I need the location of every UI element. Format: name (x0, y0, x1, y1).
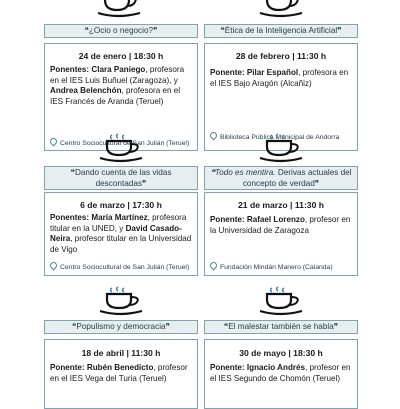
event-date: 18 de abril | 11:30 h (81, 348, 161, 358)
event-card (204, 192, 358, 276)
event-date: 30 de mayo | 18:30 h (239, 348, 323, 358)
event-location: Biblioteca Pública Municipal de Andorra (210, 132, 355, 141)
event-card (204, 339, 358, 409)
event-title: ❝Ética de la Inteligencia Artificial❞ (204, 24, 358, 38)
coffee-cup-icon (258, 286, 304, 316)
event-title: ❝Populismo y democracia❞ (44, 320, 198, 334)
location-pin-icon (210, 132, 218, 140)
coffee-cup-icon (258, 133, 304, 163)
event-speakers: Ponente: Ignacio Andrés, profesor en el IES Segundo de Chomón (Teruel) (210, 363, 351, 383)
event-location: Centro Sociocultural de San Julián (Teruel) (50, 138, 195, 147)
event-card (44, 192, 198, 276)
event-date: 28 de febrero | 11:30 h (235, 51, 327, 61)
location-pin-icon (50, 262, 58, 270)
event-location: Centro Sociocultural de San Julián (Teruel) (50, 262, 195, 271)
coffee-cup-icon (98, 286, 144, 316)
coffee-cup-icon (258, 0, 304, 18)
event-speakers: Ponentes: Clara Paniego, profesora en el IES Luis Buñuel (Zaragoza), y Andrea Belenchón, profesora en el IES Francés de Aranda (Teruel) (50, 65, 185, 106)
event-title: ❝Dando cuenta de las vidas descontadas❞ (44, 166, 198, 190)
event-title: ❝¿Ocio o negocio?❞ (44, 24, 198, 38)
event-speakers: Ponente: Rubén Benedicto, profesor en el IES Vega del Turia (Teruel) (50, 363, 188, 383)
coffee-cup-icon (98, 133, 144, 163)
event-date: 24 de enero | 18:30 h (78, 51, 164, 61)
event-card (44, 339, 198, 409)
coffee-cup-icon (96, 0, 142, 18)
event-date: 21 de marzo | 11:30 h (238, 200, 324, 210)
event-location: Fundación Mindán Manero (Calanda) (210, 262, 355, 271)
event-title: ❝Todo es mentira. Derivas actuales del concepto de verdad❞ (204, 166, 358, 190)
event-speakers: Ponente: Pilar Español, profesora en el IES Bajo Aragón (Alcañiz) (210, 68, 349, 88)
location-pin-icon (210, 262, 218, 270)
event-title: ❝El malestar también se habla❞ (204, 320, 358, 334)
event-speakers: Ponentes: María Martínez, profesora titular en la UNED, y David Casado-Neira, profesor titular en la Universidad de Vigo (50, 213, 192, 254)
location-pin-icon (50, 138, 58, 146)
event-speakers: Ponente: Rafael Lorenzo, profesor en la Universidad de Zaragoza (210, 215, 351, 235)
event-date: 6 de marzo | 17:30 h (80, 200, 162, 210)
